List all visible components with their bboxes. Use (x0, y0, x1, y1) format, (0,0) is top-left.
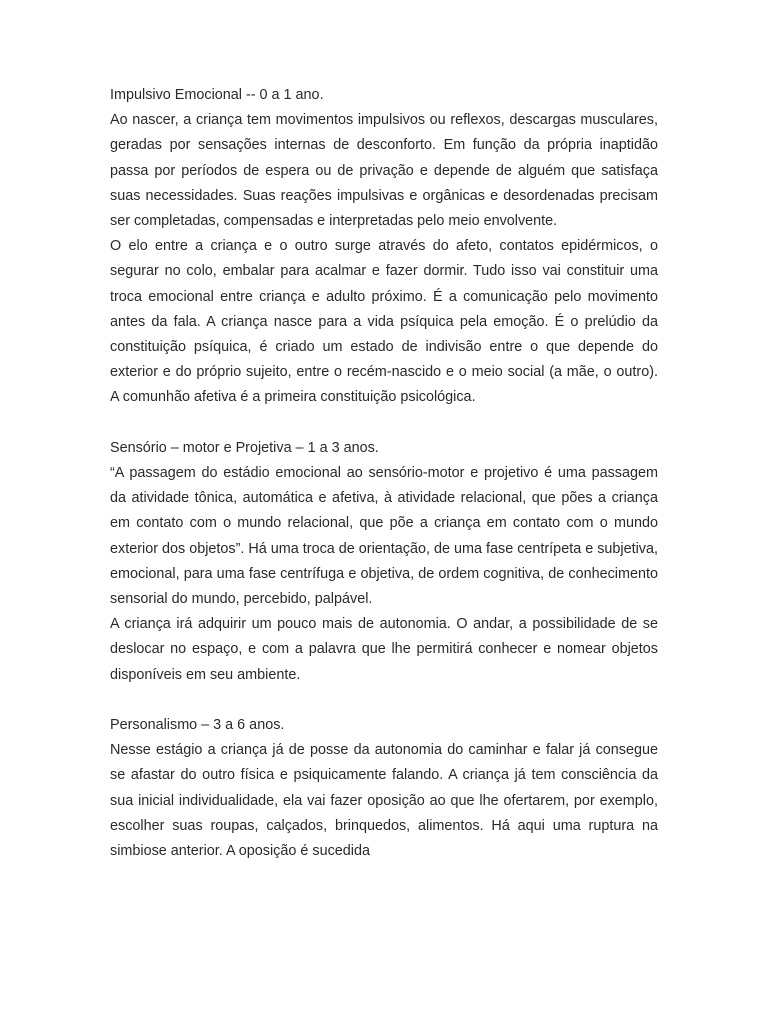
section-heading: Impulsivo Emocional -- 0 a 1 ano. (110, 87, 324, 103)
section-impulsivo-emocional (110, 83, 658, 411)
section-personalismo (110, 713, 658, 864)
paragraph: Nesse estágio a criança já de posse da autonomia do caminhar e falar já consegue se afastar do outro física e psiquicamente falando. A criança já tem consciência da sua inicial individualidade, ela vai fazer oposição ao que lhe ofertarem, por exemplo, escolher suas roupas, calçados, brinquedos, alimentos. Há aqui uma ruptura na simbiose anterior. A oposição é sucedida (110, 742, 658, 860)
paragraph: “A passagem do estádio emocional ao sensório-motor e projetivo é uma passagem da atividade tônica, automática e afetiva, à atividade relacional, que pões a criança em contato com o mundo relacional, que põe a criança em contato com o mundo exterior dos objetos”. Há uma troca de orientação, de uma fase centrípeta e subjetiva, emocional, para uma fase centrífuga e objetiva, de ordem cognitiva, de conhecimento sensorial do mundo, percebido, palpável. (110, 465, 658, 608)
paragraph: O elo entre a criança e o outro surge através do afeto, contatos epidérmicos, o segurar no colo, embalar para acalmar e fazer dormir. Tudo isso vai constituir uma troca emocional entre criança e adulto próximo. É a comunicação pelo movimento antes da fala. A criança nasce para a vida psíquica pela emoção. É o prelúdio da constituição psíquica, é criado um estado de indivisão entre o que depende do exterior e do próprio sujeito, entre o recém-nascido e o meio social (a mãe, o outro). A comunhão afetiva é a primeira constituição psicológica. (110, 238, 658, 406)
section-heading: Sensório – motor e Projetiva – 1 a 3 anos. (110, 439, 379, 456)
paragraph: A criança irá adquirir um pouco mais de autonomia. O andar, a possibilidade de se deslocar no espaço, e com a palavra que lhe permitirá conhecer e nomear objetos disponíveis em seu ambiente. (110, 616, 658, 683)
section-sensorio-motor (110, 436, 658, 688)
document-page (110, 83, 658, 889)
section-heading: Personalismo – 3 a 6 anos. (110, 717, 285, 734)
paragraph: Ao nascer, a criança tem movimentos impulsivos ou reflexos, descargas musculares, geradas por sensações internas de desconforto. Em função da própria inaptidão passa por períodos de espera ou de privação e depende de alguém que satisfaça suas necessidades. Suas reações impulsivas e orgânicas e desordenadas precisam ser completadas, compensadas e interpretadas pelo meio envolvente. (110, 112, 658, 230)
